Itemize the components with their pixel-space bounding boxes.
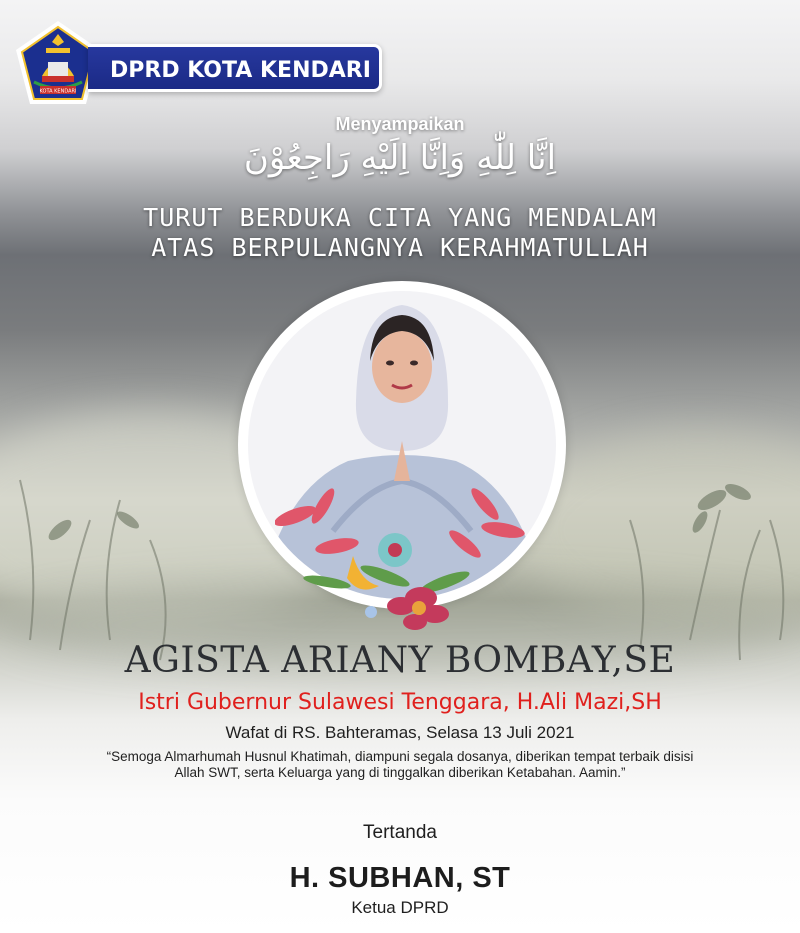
emblem-label: KOTA KENDARI: [39, 88, 77, 95]
institution-banner: DPRD KOTA KENDARI: [88, 44, 382, 92]
signed-label: Tertanda: [363, 822, 437, 843]
signer-title: Ketua DPRD: [351, 898, 449, 917]
condolence-line-2: ATAS BERPULANGNYA KERAHMATULLAH: [151, 233, 649, 262]
death-info: Wafat di RS. Bahteramas, Selasa 13 Juli 2021: [225, 723, 575, 742]
signer-name: H. SUBHAN, ST: [289, 862, 511, 894]
arabic-verse: اِنَّا لِلّٰهِ وَاِنَّا اِلَيْهِ رَاجِعُوْنَ: [243, 138, 557, 178]
deceased-role: Istri Gubernur Sulawesi Tenggara, H.Ali Mazi,SH: [138, 690, 662, 715]
intro-text: Menyampaikan: [335, 114, 465, 134]
flower-bouquet-illustration: [275, 486, 535, 636]
condolence-line-1: TURUT BERDUKA CITA YANG MENDALAM: [143, 203, 657, 232]
prayer-text: “Semoga Almarhumah Husnul Khatimah, diampuni segala dosanya, diberikan tempat terbaik disisi Allah SWT, serta Keluarga yang di tinggalkan diberikan Ketabahan. Aamin.”: [106, 749, 694, 780]
deceased-name: AGISTA ARIANY BOMBAY,SE: [124, 640, 676, 681]
